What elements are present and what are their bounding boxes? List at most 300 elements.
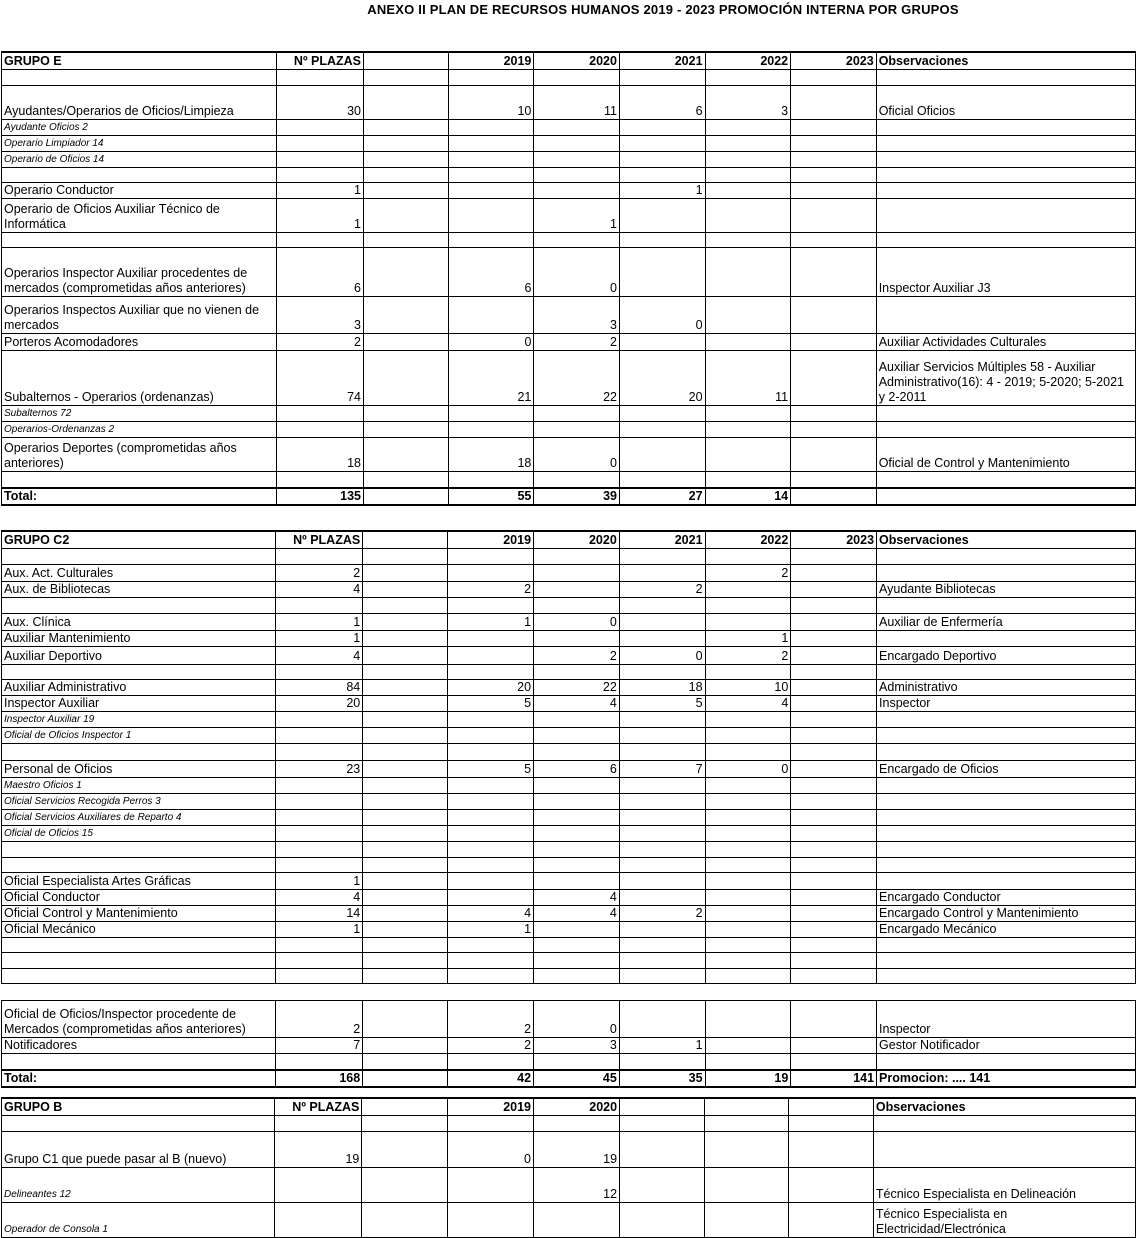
cell-y2020: 1 [534, 199, 620, 233]
cell-y2019 [448, 858, 534, 873]
cell-y2019 [448, 665, 534, 680]
cell-observaciones: Técnico Especialista en Delineación [873, 1168, 1135, 1203]
cell-y2022 [704, 1098, 789, 1116]
table-row [2, 614, 1136, 631]
cell-y2019 [447, 1168, 533, 1203]
cell-y2022 [705, 922, 791, 938]
cell-categoria: Operario de Oficios Auxiliar Técnico de Informática [2, 199, 277, 233]
cell-y2019: 2 [448, 1038, 534, 1054]
cell-y2020: 6 [534, 761, 620, 778]
table-row [2, 1203, 1136, 1238]
cell-blank [364, 438, 449, 472]
cell-plazas: 74 [277, 351, 364, 406]
cell-y2019 [448, 549, 534, 565]
cell-categoria: Ayudante Oficios 2 [2, 120, 277, 136]
cell-y2021 [619, 873, 705, 890]
cell-observaciones: Ayudante Bibliotecas [877, 582, 1136, 598]
cell-y2019 [448, 422, 534, 438]
cell-y2023: 2023 [791, 52, 877, 70]
cell-observaciones [877, 598, 1136, 614]
cell-plazas: 2 [276, 1001, 363, 1038]
cell-y2021: 2021 [619, 52, 705, 70]
cell-observaciones: Encargado de Oficios [877, 761, 1136, 778]
cell-blank [362, 1116, 448, 1132]
cell-observaciones: Administrativo [877, 680, 1136, 696]
cell-y2022 [704, 1132, 789, 1168]
cell-observaciones [876, 136, 1135, 152]
cell-categoria: Aux. Clínica [2, 614, 276, 631]
cell-y2023 [791, 1054, 877, 1070]
cell-y2023 [789, 1203, 874, 1238]
cell-y2020: 11 [534, 86, 620, 120]
cell-categoria: Auxiliar Mantenimiento [2, 631, 276, 647]
cell-y2019 [448, 826, 534, 842]
cell-blank [363, 1070, 448, 1087]
cell-observaciones [877, 778, 1136, 794]
cell-blank [363, 631, 448, 647]
cell-y2020 [534, 136, 620, 152]
cell-categoria: GRUPO B [2, 1098, 275, 1116]
cell-y2019 [448, 472, 534, 488]
cell-y2023 [791, 199, 877, 233]
cell-categoria [2, 984, 276, 1001]
cell-y2020: 4 [534, 890, 620, 906]
cell-observaciones: Observaciones [873, 1098, 1135, 1116]
cell-observaciones [876, 406, 1135, 422]
table-row [2, 136, 1136, 152]
cell-plazas [276, 938, 363, 953]
cell-categoria: Inspector Auxiliar 19 [2, 712, 276, 728]
cell-y2022 [705, 794, 791, 810]
cell-y2023 [791, 70, 877, 86]
table-row [2, 406, 1136, 422]
cell-y2023 [791, 842, 877, 858]
cell-y2020 [534, 953, 620, 969]
cell-observaciones [877, 858, 1136, 873]
cell-categoria [2, 744, 276, 761]
cell-y2021 [619, 842, 705, 858]
cell-y2023 [791, 712, 877, 728]
table-row [2, 842, 1136, 858]
table-row [2, 1001, 1136, 1038]
cell-blank [363, 969, 448, 984]
cell-y2019 [448, 631, 534, 647]
cell-observaciones [877, 842, 1136, 858]
cell-blank [364, 183, 449, 199]
cell-y2020 [534, 631, 620, 647]
cell-plazas: 84 [276, 680, 363, 696]
cell-observaciones: Gestor Notificador [877, 1038, 1136, 1054]
cell-blank [363, 598, 448, 614]
cell-y2020 [534, 183, 620, 199]
cell-blank [363, 744, 448, 761]
cell-y2021: 18 [619, 680, 705, 696]
cell-y2021 [619, 199, 705, 233]
cell-y2021 [619, 1054, 705, 1070]
cell-y2019 [448, 984, 534, 1001]
cell-y2022 [705, 969, 791, 984]
cell-y2023 [791, 680, 877, 696]
cell-categoria: Personal de Oficios [2, 761, 276, 778]
cell-y2021 [619, 953, 705, 969]
cell-blank [363, 680, 448, 696]
cell-categoria: Oficial Especialista Artes Gráficas [2, 873, 276, 890]
cell-y2019: 2019 [448, 531, 534, 549]
cell-y2022 [705, 1001, 791, 1038]
cell-blank [362, 1098, 448, 1116]
cell-y2023 [791, 953, 877, 969]
cell-y2019 [448, 120, 534, 136]
cell-y2021 [619, 233, 705, 248]
cell-y2019 [448, 136, 534, 152]
table-row [2, 680, 1136, 696]
cell-y2021: 20 [619, 351, 705, 406]
cell-y2021 [619, 826, 705, 842]
cell-y2019 [448, 744, 534, 761]
cell-y2019: 2 [448, 582, 534, 598]
table-row [2, 233, 1136, 248]
cell-y2023 [791, 582, 877, 598]
cell-y2023 [791, 922, 877, 938]
table-row [2, 183, 1136, 199]
cell-categoria: Inspector Auxiliar [2, 696, 276, 712]
table-row [2, 665, 1136, 680]
cell-y2020 [534, 712, 620, 728]
cell-y2020 [534, 728, 620, 744]
cell-observaciones [876, 199, 1135, 233]
grupo-e-table [1, 51, 1136, 506]
cell-categoria: Subalternos - Operarios (ordenanzas) [2, 351, 277, 406]
cell-y2020 [534, 969, 620, 984]
cell-y2019: 18 [448, 438, 534, 472]
cell-y2023 [791, 120, 877, 136]
cell-blank [363, 665, 448, 680]
cell-y2020: 2020 [534, 1098, 620, 1116]
cell-plazas: 3 [277, 297, 364, 334]
table-row [2, 86, 1136, 120]
cell-categoria: Oficial Conductor [2, 890, 276, 906]
cell-plazas [276, 744, 363, 761]
cell-blank [363, 647, 448, 665]
cell-y2019 [448, 70, 534, 86]
cell-plazas: 1 [277, 183, 364, 199]
cell-blank [363, 890, 448, 906]
cell-y2022 [705, 334, 791, 351]
cell-y2021 [619, 248, 705, 297]
cell-y2022 [705, 906, 791, 922]
cell-blank [364, 488, 449, 505]
table-row [2, 199, 1136, 233]
cell-y2019: 55 [448, 488, 534, 505]
cell-y2021 [619, 549, 705, 565]
cell-y2022 [705, 598, 791, 614]
total-row [2, 1070, 1136, 1087]
cell-observaciones [873, 1132, 1135, 1168]
cell-y2019: 2019 [447, 1098, 533, 1116]
cell-categoria: Oficial Servicios Recogida Perros 3 [2, 794, 276, 810]
table-row [2, 1038, 1136, 1054]
cell-plazas [276, 778, 363, 794]
cell-y2021 [619, 1001, 705, 1038]
cell-y2023 [791, 565, 877, 582]
cell-y2020: 2020 [534, 52, 620, 70]
cell-categoria: Operario Limpiador 14 [2, 136, 277, 152]
cell-blank [363, 531, 448, 549]
cell-y2021 [620, 1203, 705, 1238]
cell-y2023 [791, 794, 877, 810]
group-header-row [2, 531, 1136, 549]
cell-y2019 [448, 794, 534, 810]
cell-y2023 [791, 152, 877, 168]
table-row [2, 696, 1136, 712]
table-row [2, 438, 1136, 472]
cell-observaciones [877, 665, 1136, 680]
cell-y2023 [791, 665, 877, 680]
table-row [2, 248, 1136, 297]
cell-y2023 [791, 86, 877, 120]
cell-y2022 [705, 728, 791, 744]
cell-categoria [2, 70, 277, 86]
cell-observaciones [876, 297, 1135, 334]
table-row [2, 906, 1136, 922]
cell-y2022 [705, 614, 791, 631]
cell-y2020 [534, 778, 620, 794]
cell-y2021 [619, 984, 705, 1001]
cell-y2019 [448, 647, 534, 665]
cell-plazas [276, 665, 363, 680]
cell-observaciones: Encargado Mecánico [877, 922, 1136, 938]
table-row [2, 334, 1136, 351]
table-row [2, 598, 1136, 614]
cell-plazas [277, 406, 364, 422]
table-row [2, 890, 1136, 906]
cell-y2021 [619, 422, 705, 438]
cell-blank [364, 152, 449, 168]
cell-plazas: 4 [276, 890, 363, 906]
cell-y2022 [705, 248, 791, 297]
cell-blank [363, 582, 448, 598]
cell-y2019: 2 [448, 1001, 534, 1038]
cell-y2023 [791, 351, 877, 406]
cell-y2022: 2022 [705, 531, 791, 549]
cell-y2021: 0 [619, 297, 705, 334]
table-row [2, 152, 1136, 168]
cell-y2021: 7 [619, 761, 705, 778]
cell-y2019 [448, 406, 534, 422]
cell-plazas [277, 422, 364, 438]
cell-blank [364, 351, 449, 406]
cell-observaciones [876, 233, 1135, 248]
cell-categoria [2, 953, 276, 969]
cell-y2021: 0 [619, 647, 705, 665]
cell-observaciones: Observaciones [876, 52, 1135, 70]
cell-plazas: 4 [276, 582, 363, 598]
cell-blank [363, 826, 448, 842]
cell-categoria: Maestro Oficios 1 [2, 778, 276, 794]
cell-blank [364, 52, 449, 70]
cell-categoria [2, 598, 276, 614]
cell-y2022 [705, 810, 791, 826]
cell-categoria: Operario Conductor [2, 183, 277, 199]
cell-plazas [277, 152, 364, 168]
cell-observaciones [877, 984, 1136, 1001]
cell-y2021: 5 [619, 696, 705, 712]
cell-observaciones [877, 826, 1136, 842]
cell-observaciones: Observaciones [877, 531, 1136, 549]
cell-y2022 [705, 826, 791, 842]
cell-plazas [277, 233, 364, 248]
cell-y2020: 45 [534, 1070, 620, 1087]
table-row [2, 1054, 1136, 1070]
cell-y2019 [448, 842, 534, 858]
cell-y2022 [705, 778, 791, 794]
cell-y2022 [705, 938, 791, 953]
cell-y2023 [791, 248, 877, 297]
cell-blank [363, 1038, 448, 1054]
cell-plazas: 30 [277, 86, 364, 120]
cell-y2020: 4 [534, 906, 620, 922]
cell-observaciones: Auxiliar de Enfermería [877, 614, 1136, 631]
cell-blank [364, 406, 449, 422]
cell-categoria [2, 842, 276, 858]
cell-y2021 [619, 969, 705, 984]
cell-y2019: 0 [448, 334, 534, 351]
cell-y2020 [534, 826, 620, 842]
cell-plazas: 1 [276, 873, 363, 890]
cell-y2019: 1 [448, 922, 534, 938]
cell-y2020 [534, 168, 620, 183]
cell-categoria: Oficial de Oficios/Inspector procedente de Mercados (comprometidas años anteriores) [2, 1001, 276, 1038]
cell-y2019 [448, 168, 534, 183]
cell-y2020: 12 [534, 1168, 620, 1203]
cell-plazas [275, 1203, 362, 1238]
cell-y2020: 2020 [534, 531, 620, 549]
cell-y2023 [791, 488, 877, 505]
cell-y2022: 4 [705, 696, 791, 712]
cell-y2022: 0 [705, 761, 791, 778]
cell-plazas [277, 168, 364, 183]
cell-y2022 [705, 422, 791, 438]
cell-plazas [275, 1168, 362, 1203]
table-row [2, 1168, 1136, 1203]
cell-y2021 [620, 1098, 705, 1116]
cell-plazas: 20 [276, 696, 363, 712]
cell-y2022: 2 [705, 565, 791, 582]
cell-blank [363, 984, 448, 1001]
cell-y2021 [619, 810, 705, 826]
cell-y2023 [791, 614, 877, 631]
cell-observaciones [877, 1054, 1136, 1070]
cell-observaciones [876, 183, 1135, 199]
cell-y2020: 0 [534, 614, 620, 631]
cell-y2019 [447, 1203, 533, 1238]
cell-y2023 [791, 334, 877, 351]
cell-y2019 [447, 1116, 533, 1132]
cell-y2023 [791, 598, 877, 614]
cell-plazas: 14 [276, 906, 363, 922]
cell-y2022 [705, 472, 791, 488]
cell-y2021 [619, 858, 705, 873]
cell-categoria: Total: [2, 1070, 276, 1087]
cell-blank [363, 778, 448, 794]
cell-categoria: Operador de Consola 1 [2, 1203, 275, 1238]
cell-blank [364, 120, 449, 136]
cell-y2020: 22 [534, 680, 620, 696]
cell-y2022 [705, 406, 791, 422]
cell-y2020 [534, 422, 620, 438]
cell-y2021 [619, 136, 705, 152]
cell-blank [364, 334, 449, 351]
cell-plazas [276, 728, 363, 744]
cell-y2020 [534, 922, 620, 938]
cell-y2020 [534, 984, 620, 1001]
cell-blank [363, 614, 448, 631]
cell-plazas: 1 [277, 199, 364, 233]
cell-blank [363, 873, 448, 890]
cell-categoria: Operarios Deportes (comprometidas años anteriores) [2, 438, 277, 472]
cell-plazas: 4 [276, 647, 363, 665]
cell-y2020 [534, 873, 620, 890]
cell-y2020 [534, 582, 620, 598]
cell-categoria: Aux. de Bibliotecas [2, 582, 276, 598]
cell-y2021: 2 [619, 582, 705, 598]
cell-y2021 [620, 1168, 705, 1203]
cell-y2022 [705, 953, 791, 969]
cell-observaciones [877, 549, 1136, 565]
cell-y2023 [791, 549, 877, 565]
cell-categoria [2, 1116, 275, 1132]
cell-observaciones [877, 631, 1136, 647]
table-row [2, 794, 1136, 810]
cell-plazas: 19 [275, 1132, 362, 1168]
cell-y2021 [619, 334, 705, 351]
group-header-row [2, 1098, 1136, 1116]
cell-categoria [2, 168, 277, 183]
cell-plazas: Nº PLAZAS [275, 1098, 362, 1116]
cell-y2021 [619, 438, 705, 472]
cell-blank [364, 472, 449, 488]
cell-blank [363, 953, 448, 969]
cell-categoria: Operarios-Ordenanzas 2 [2, 422, 277, 438]
cell-blank [364, 136, 449, 152]
cell-y2019: 2019 [448, 52, 534, 70]
cell-y2019: 20 [448, 680, 534, 696]
cell-categoria: Oficial de Oficios 15 [2, 826, 276, 842]
cell-y2019 [448, 565, 534, 582]
cell-plazas: 7 [276, 1038, 363, 1054]
cell-y2023 [791, 696, 877, 712]
cell-observaciones: Encargado Conductor [877, 890, 1136, 906]
cell-plazas [277, 136, 364, 152]
table-row [2, 969, 1136, 984]
cell-observaciones [877, 712, 1136, 728]
cell-categoria: Operario de Oficios 14 [2, 152, 277, 168]
cell-y2023 [791, 183, 877, 199]
cell-categoria: Subalternos 72 [2, 406, 277, 422]
cell-y2022: 1 [705, 631, 791, 647]
cell-categoria: Operarios Inspector Auxiliar procedentes de mercados (comprometidas años anteriores) [2, 248, 277, 297]
cell-categoria [2, 969, 276, 984]
cell-blank [363, 906, 448, 922]
cell-y2023 [791, 873, 877, 890]
cell-observaciones: Técnico Especialista en Electricidad/Electrónica [873, 1203, 1135, 1238]
cell-observaciones: Encargado Deportivo [877, 647, 1136, 665]
cell-observaciones [877, 744, 1136, 761]
cell-y2019 [448, 873, 534, 890]
table-row [2, 984, 1136, 1001]
table-row [2, 565, 1136, 582]
cell-plazas: 1 [276, 631, 363, 647]
